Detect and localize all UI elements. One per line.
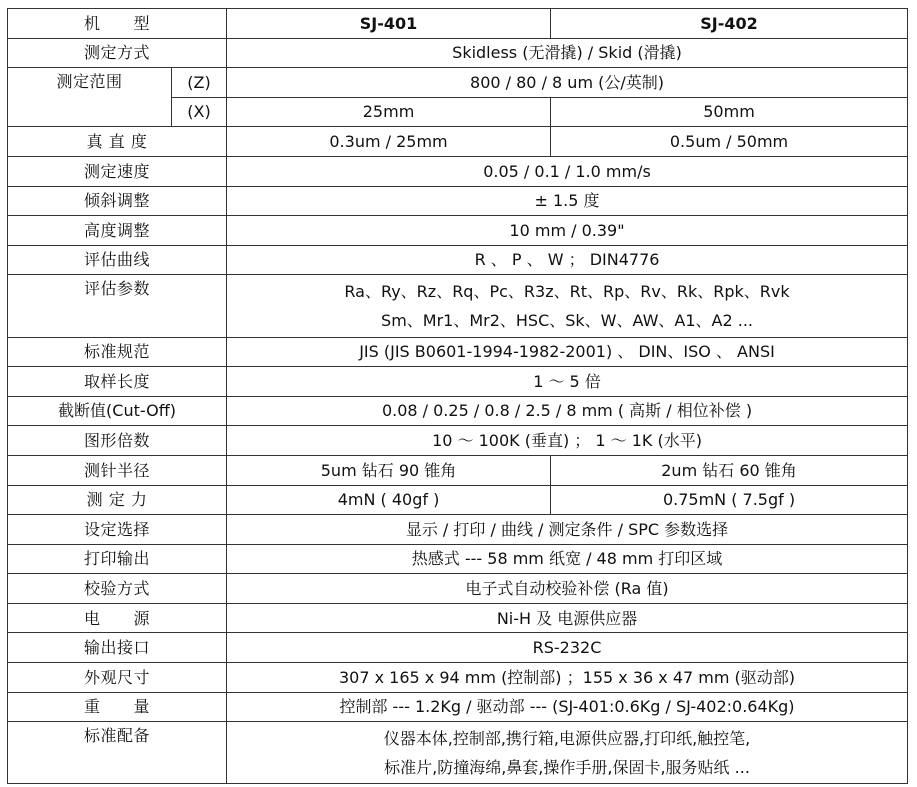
accessories-line-2: 标准片,防撞海绵,鼻套,操作手册,保固卡,服务贴纸 ... bbox=[384, 757, 750, 777]
magnification-label: 图形倍数 bbox=[8, 426, 227, 456]
row-cutoff bbox=[8, 396, 908, 426]
model-sj401: SJ-401 bbox=[227, 9, 551, 39]
dimensions-value: 307 x 165 x 94 mm (控制部) ；155 x 36 x 47 mm (驱动部) bbox=[227, 663, 908, 693]
range-label: 测定范围 bbox=[8, 68, 172, 127]
accessories-line-1: 仪器本体,控制部,携行箱,电源供应器,打印纸,触控笔, bbox=[383, 728, 751, 748]
force-label: 测 定 力 bbox=[8, 485, 227, 515]
row-force bbox=[8, 485, 908, 515]
speed-value: 0.05 / 0.1 / 1.0 mm/s bbox=[227, 156, 908, 186]
interface-label: 输出接口 bbox=[8, 633, 227, 663]
row-print bbox=[8, 544, 908, 574]
row-sampling bbox=[8, 367, 908, 397]
standard-value: JIS (JIS B0601-1994-1982-2001) 、 DIN、ISO 、 ANSI bbox=[227, 337, 908, 367]
row-weight bbox=[8, 692, 908, 722]
row-curves bbox=[8, 245, 908, 275]
row-params bbox=[8, 275, 908, 337]
range-x-sj402: 50mm bbox=[551, 97, 908, 127]
sampling-label: 取样长度 bbox=[8, 367, 227, 397]
interface-value: RS-232C bbox=[227, 633, 908, 663]
stylus-label: 测针半径 bbox=[8, 455, 227, 485]
params-line-1: Ra、Ry、Rz、Rq、Pc、R3z、Rt、Rp、Rv、Rk、Rpk、Rvk bbox=[344, 281, 790, 301]
params-value bbox=[227, 275, 908, 337]
model-sj402: SJ-402 bbox=[551, 9, 908, 39]
range-x-axis: (X) bbox=[172, 97, 227, 127]
tilt-label: 倾斜调整 bbox=[8, 186, 227, 216]
calibration-value: 电子式自动校验补偿 (Ra 值) bbox=[227, 574, 908, 604]
stylus-sj401: 5um 钻石 90 锥角 bbox=[227, 455, 551, 485]
tilt-value: ± 1.5 度 bbox=[227, 186, 908, 216]
header-row bbox=[8, 9, 908, 39]
weight-label: 重 量 bbox=[8, 692, 227, 722]
straightness-label: 真 直 度 bbox=[8, 127, 227, 157]
row-method bbox=[8, 38, 908, 68]
print-label: 打印输出 bbox=[8, 544, 227, 574]
print-value: 热感式 --- 58 mm 纸宽 / 48 mm 打印区域 bbox=[227, 544, 908, 574]
row-range-z bbox=[8, 68, 908, 98]
params-line-2: Sm、Mr1、Mr2、HSC、Sk、W、AW、A1、A2 ... bbox=[381, 310, 753, 330]
model-label: 机 型 bbox=[8, 9, 227, 39]
standard-label: 标准规范 bbox=[8, 337, 227, 367]
speed-label: 测定速度 bbox=[8, 156, 227, 186]
row-straightness bbox=[8, 127, 908, 157]
row-standard bbox=[8, 337, 908, 367]
cutoff-value: 0.08 / 0.25 / 0.8 / 2.5 / 8 mm ( 高斯 / 相位补偿 ) bbox=[227, 396, 908, 426]
magnification-value: 10 ～ 100K (垂直) ； 1 ～ 1K (水平) bbox=[227, 426, 908, 456]
row-height bbox=[8, 216, 908, 246]
cutoff-label: 截断值(Cut-Off) bbox=[8, 396, 227, 426]
range-z-axis: (Z) bbox=[172, 68, 227, 98]
force-sj401: 4mN ( 40gf ) bbox=[227, 485, 551, 515]
accessories-label: 标准配备 bbox=[8, 722, 227, 784]
row-power bbox=[8, 603, 908, 633]
force-sj402: 0.75mN ( 7.5gf ) bbox=[551, 485, 908, 515]
sampling-value: 1 ～ 5 倍 bbox=[227, 367, 908, 397]
range-z-value: 800 / 80 / 8 um (公/英制) bbox=[227, 68, 908, 98]
spec-table bbox=[7, 8, 908, 784]
row-accessories bbox=[8, 722, 908, 784]
straightness-sj401: 0.3um / 25mm bbox=[227, 127, 551, 157]
row-dimensions bbox=[8, 663, 908, 693]
row-stylus bbox=[8, 455, 908, 485]
height-label: 高度调整 bbox=[8, 216, 227, 246]
power-value: Ni-H 及 电源供应器 bbox=[227, 603, 908, 633]
params-label: 评估参数 bbox=[8, 275, 227, 337]
settings-value: 显示 / 打印 / 曲线 / 测定条件 / SPC 参数选择 bbox=[227, 515, 908, 545]
height-value: 10 mm / 0.39" bbox=[227, 216, 908, 246]
row-magnification bbox=[8, 426, 908, 456]
calibration-label: 校验方式 bbox=[8, 574, 227, 604]
straightness-sj402: 0.5um / 50mm bbox=[551, 127, 908, 157]
curves-value: R 、 P 、 W ； DIN4776 bbox=[227, 245, 908, 275]
power-label: 电 源 bbox=[8, 603, 227, 633]
accessories-value bbox=[227, 722, 908, 784]
stylus-sj402: 2um 钻石 60 锥角 bbox=[551, 455, 908, 485]
method-label: 测定方式 bbox=[8, 38, 227, 68]
method-value: Skidless (无滑撬) / Skid (滑撬) bbox=[227, 38, 908, 68]
dimensions-label: 外观尺寸 bbox=[8, 663, 227, 693]
row-settings bbox=[8, 515, 908, 545]
row-interface bbox=[8, 633, 908, 663]
row-calibration bbox=[8, 574, 908, 604]
curves-label: 评估曲线 bbox=[8, 245, 227, 275]
range-x-sj401: 25mm bbox=[227, 97, 551, 127]
weight-value: 控制部 --- 1.2Kg / 驱动部 --- (SJ-401:0.6Kg / SJ-402:0.64Kg) bbox=[227, 692, 908, 722]
settings-label: 设定选择 bbox=[8, 515, 227, 545]
row-speed bbox=[8, 156, 908, 186]
row-tilt bbox=[8, 186, 908, 216]
